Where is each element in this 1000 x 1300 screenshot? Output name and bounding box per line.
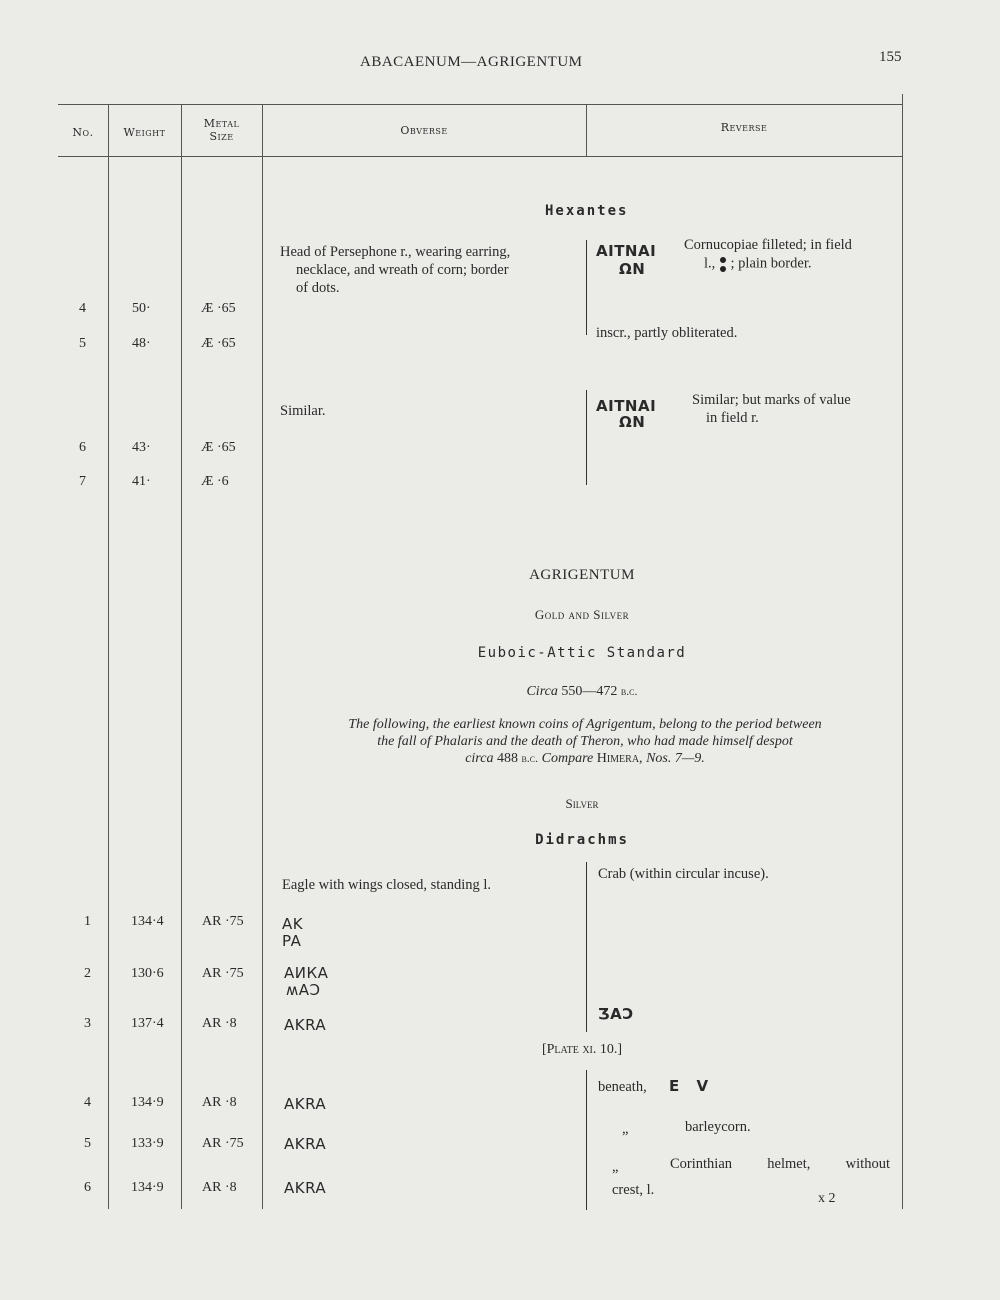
similar-obverse: Similar. [280, 403, 326, 419]
metal-heading-silver: Silver [565, 796, 599, 811]
obverse-line: of dots. [296, 280, 340, 296]
row-weight: 48· [132, 336, 151, 351]
row-metal-size: Æ ·6 [201, 474, 229, 489]
denomination-heading-didrachms: Didrachms [535, 832, 629, 848]
row-number: 4 [84, 1095, 91, 1110]
row-weight: 134·9 [131, 1180, 164, 1195]
row-number: 4 [79, 301, 86, 316]
note-line: the fall of Phalaris and the death of Theron, who had made himself despot [377, 734, 793, 749]
hexantes-reverse-description [684, 236, 894, 274]
value-mark-pellets-icon [719, 254, 727, 274]
row-weight: 50· [132, 301, 151, 316]
row-number: 6 [79, 440, 86, 455]
row-weight: 130·6 [131, 966, 164, 981]
row-number: 5 [79, 336, 86, 351]
obverse-legend: AKRA [284, 1016, 327, 1034]
date-range [262, 684, 902, 700]
row-weight: 134·4 [131, 914, 164, 929]
column-header-reverse: Reverse [720, 121, 768, 134]
note-line-3 [270, 750, 900, 767]
similar-legend-aitnai: AITNAI [596, 397, 657, 415]
obverse-legend: AKRA [284, 1095, 327, 1113]
reverse-line: in field r. [706, 410, 759, 426]
similar-legend-on: ΩN [619, 413, 646, 431]
section-title-agrigentum: AGRIGENTUM [529, 567, 635, 583]
column-header-size: Size [209, 130, 234, 143]
note-compare: Compare [541, 751, 594, 766]
page-number: 155 [879, 49, 902, 65]
row-weight: 137·4 [131, 1016, 164, 1031]
table-right-rule [902, 94, 903, 1209]
reverse-bracket-rule [586, 1070, 587, 1210]
reverse-crest: crest, l. [612, 1182, 655, 1198]
obverse-legend-line2: ʍAƆ [286, 981, 321, 999]
obverse-legend-line1: AK [282, 915, 304, 933]
row-weight: 133·9 [131, 1136, 164, 1151]
didrachm-obverse-description: Eagle with wings closed, standing l. [282, 877, 492, 893]
note-himera: Himera, [596, 751, 643, 766]
reverse-bracket-rule [586, 862, 587, 1032]
column-header-no: No. [72, 126, 94, 139]
magnification-note: x 2 [818, 1191, 836, 1206]
row-metal-size: Æ ·65 [201, 440, 236, 455]
note-line: The following, the earliest known coins of Agrigentum, belong to the period between [348, 717, 822, 732]
table-header-rule [58, 156, 903, 157]
running-head-title: ABACAENUM—AGRIGENTUM [360, 54, 583, 70]
obverse-legend-line1: AИКA [284, 964, 329, 982]
reverse-line: Similar; but marks of value [692, 392, 851, 408]
reverse-helmet: Corinthian helmet, without [670, 1156, 890, 1172]
row-weight: 134·9 [131, 1095, 164, 1110]
date-circa: Circa [526, 684, 558, 699]
row-number: 3 [84, 1016, 91, 1031]
reverse-field-letters: E V [669, 1077, 715, 1095]
row-metal-size: ΑR ·8 [202, 1016, 237, 1031]
date-years: 550—472 [561, 684, 618, 699]
note-circa: circa [465, 751, 494, 766]
obverse-legend-line2: PA [282, 932, 302, 950]
hexantes-obverse-description [280, 243, 580, 297]
table-top-rule [58, 104, 903, 105]
similar-reverse-description [692, 391, 897, 427]
ditto-mark: ” [612, 1167, 619, 1183]
section-heading-hexantes: Hexantes [545, 203, 629, 219]
row-metal-size: ΑR ·75 [202, 914, 244, 929]
reverse-prefix: l., [704, 255, 716, 272]
reverse-legend-aitnai: AITNAI [596, 242, 657, 260]
reverse-legend-on: ΩN [619, 260, 646, 278]
section-subtitle-gold-silver: Gold and Silver [534, 607, 630, 622]
reverse-suffix: ; plain border. [730, 255, 812, 272]
reverse-line-2 [684, 254, 894, 274]
reverse-bracket-rule [586, 240, 587, 335]
row-metal-size: ΑR ·75 [202, 966, 244, 981]
column-header-weight: Weight [123, 126, 166, 139]
row-weight: 43· [132, 440, 151, 455]
row-metal-size: ΑR ·8 [202, 1180, 237, 1195]
column-header-metal: Metal [203, 117, 240, 130]
row-metal-size: ΑR ·8 [202, 1095, 237, 1110]
row-reverse-note: inscr., partly obliterated. [596, 325, 738, 341]
note-year: 488 [496, 751, 518, 766]
obverse-legend: AKRA [284, 1135, 327, 1153]
row-weight: 41· [132, 474, 151, 489]
note-nos: Nos. 7—9. [646, 751, 705, 766]
row-metal-size: Æ ·65 [201, 301, 236, 316]
obverse-legend: AKRA [284, 1179, 327, 1197]
column-header-obverse: Obverse [400, 124, 448, 137]
row-number: 1 [84, 914, 91, 929]
obverse-line: necklace, and wreath of corn; border [296, 262, 509, 278]
ditto-mark: ” [622, 1129, 629, 1145]
standard-heading: Euboic-Attic Standard [477, 645, 687, 661]
didrachm-reverse-description: Crab (within circular incuse). [598, 866, 769, 882]
row-number: 6 [84, 1180, 91, 1195]
obverse-line: Head of Persephone r., wearing earring, [280, 244, 511, 260]
reverse-barleycorn: barleycorn. [685, 1119, 751, 1135]
column-divider-weight [181, 104, 182, 1209]
reverse-bracket-rule [586, 390, 587, 485]
row-metal-size: ΑR ·75 [202, 1136, 244, 1151]
row-number: 2 [84, 966, 91, 981]
row-number: 7 [79, 474, 86, 489]
date-bc: b.c. [620, 684, 638, 698]
reverse-line: Cornucopiae filleted; in field [684, 237, 852, 253]
note-bc: b.c. [521, 751, 539, 765]
row-number: 5 [84, 1136, 91, 1151]
column-header-metal-size [181, 117, 262, 143]
plate-reference: [Plate xi. 10.] [541, 1042, 623, 1057]
historical-note [270, 716, 900, 767]
reverse-beneath: beneath, [598, 1079, 647, 1095]
column-divider-no [108, 104, 109, 1209]
row-metal-size: Æ ·65 [201, 336, 236, 351]
reverse-legend: ƷAƆ [598, 1005, 634, 1023]
